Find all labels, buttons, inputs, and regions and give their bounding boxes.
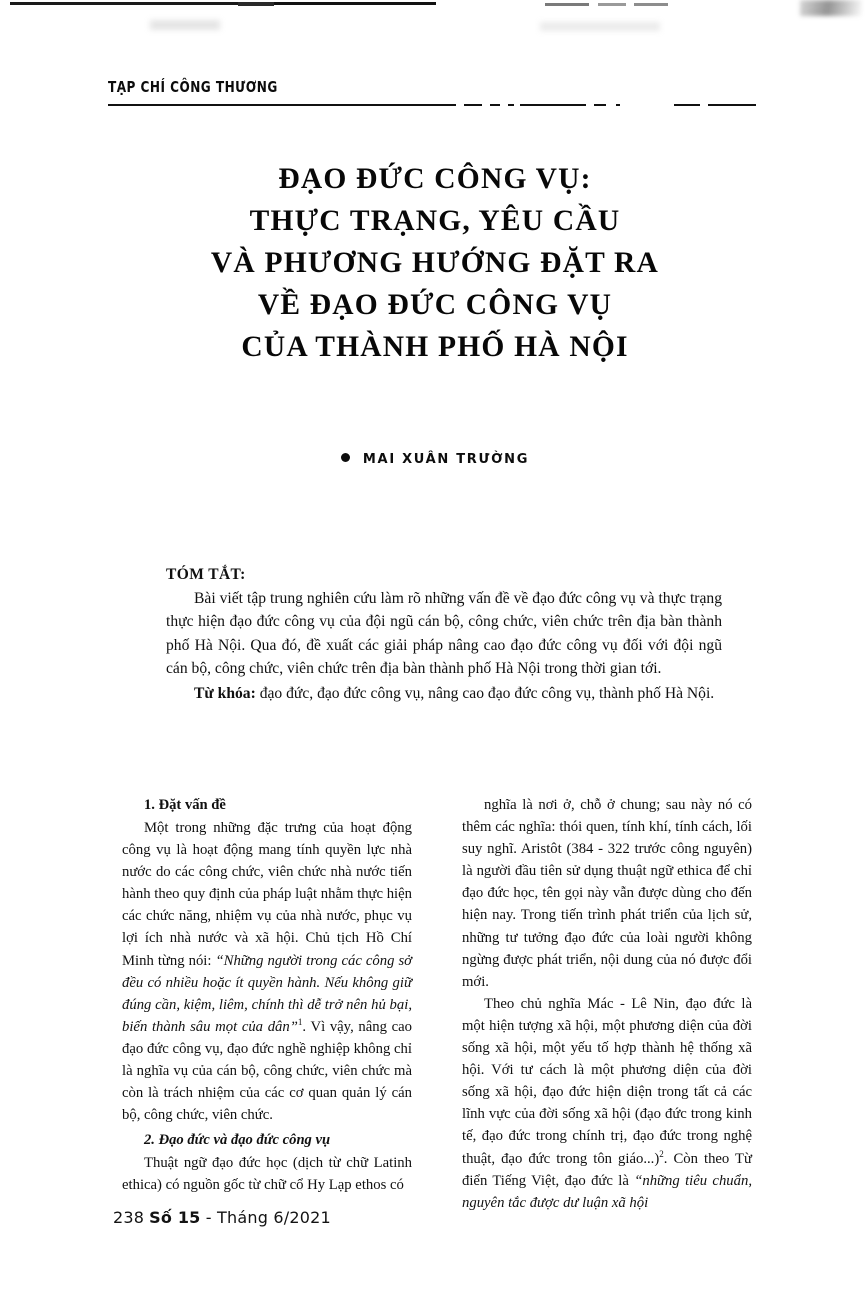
section-2-paragraph: Thuật ngữ đạo đức học (dịch từ chữ Latinh ethica) có nguồn gốc từ chữ cổ Hy Lạp ethos có — [122, 1155, 412, 1194]
dictionary-quote: “những tiêu chuẩn, nguyên tắc được dư luận xã hội — [462, 1172, 752, 1211]
title-line-3: VÀ PHƯƠNG HƯỚNG ĐẶT RA — [210, 247, 660, 279]
running-head — [108, 78, 808, 112]
bullet-icon — [341, 453, 350, 462]
right-paragraph-2 — [462, 993, 752, 1214]
issue-number: Số 15 — [149, 1208, 201, 1227]
section-1-paragraph — [122, 817, 412, 1126]
paragraph-text: Một trong những đặc trưng của hoạt động công vụ là hoạt động mang tính quyền lực nhà nước do các công chức, viên chức nhà nước tiến hành theo quy định của pháp luật nhằm thực hiện các chức năng, nhiệm vụ của nhà nước, phục vụ lợi ích nhà nước và xã hội. Chủ tịch Hồ Chí Minh từng nói: — [122, 820, 412, 969]
section-2-heading: 2. Đạo đức và đạo đức công vụ — [144, 1132, 331, 1149]
author-byline — [140, 450, 730, 468]
keywords-text: đạo đức, đạo đức công vụ, nâng cao đạo đức công vụ, thành phố Hà Nội. — [255, 685, 715, 703]
scan-streak — [238, 2, 274, 6]
scan-smudge — [800, 0, 862, 16]
issue-date: - Tháng 6/2021 — [205, 1208, 331, 1227]
scan-smudge — [150, 20, 220, 30]
title-line-2: THỰC TRẠNG, YÊU CẦU — [249, 205, 621, 237]
page-footer — [113, 1208, 331, 1227]
column-right — [462, 794, 752, 1214]
footnote-marker-1: 1 — [297, 1016, 303, 1027]
abstract-body: Bài viết tập trung nghiên cứu làm rõ những vấn đề về đạo đức công vụ và thực trạng thực hiện đạo đức công vụ của đội ngũ cán bộ, công chức, viên chức trên địa bàn thành phố Hà Nội. Qua đó, đề xuất các giải pháp nâng cao đạo đức công vụ đối với đội ngũ cán bộ, công chức, viên chức trên địa bàn thành phố Hà Nội trong thời gian tới. — [166, 590, 722, 677]
header-rule — [108, 104, 758, 106]
running-head-text: TẠP CHÍ CÔNG THƯƠNG — [108, 78, 278, 96]
section-1-heading: 1. Đặt vấn đề — [144, 797, 226, 813]
scan-streak — [10, 2, 238, 5]
article-title — [140, 158, 730, 368]
title-line-4: VỀ ĐẠO ĐỨC CÔNG VỤ — [257, 289, 613, 321]
scan-smudge — [540, 22, 660, 31]
body-columns — [122, 794, 752, 1211]
ho-chi-minh-quote: “Những người trong các công sở đều có nhiều hoặc ít quyền hành. Nếu không giữ đúng cần, kiệm, liêm, chính thì dễ trở nên hủ bại, biến thành sâu mọt của dân” — [122, 952, 412, 1035]
scan-streak — [274, 2, 436, 5]
title-line-5: CỦA THÀNH PHỐ HÀ NỘI — [241, 331, 629, 363]
column-left — [122, 794, 412, 1197]
keywords-line — [166, 682, 722, 705]
paragraph-text-cont: . Còn theo Từ điển Tiếng Việt, đạo đức là — [462, 1150, 752, 1189]
author-name: MAI XUÂN TRƯỜNG — [362, 452, 530, 467]
footnote-marker-2: 2 — [659, 1148, 664, 1159]
keywords-label: Từ khóa: — [194, 685, 256, 703]
scan-artifact-top-edge — [0, 0, 865, 14]
page-number: 238 — [113, 1208, 145, 1227]
paragraph-text: Theo chủ nghĩa Mác - Lê Nin, đạo đức là một hiện tượng xã hội, một phương diện của đời sống xã hội, một yếu tố hợp thành hệ thống xã hội. Với tư cách là một phương diện của đời sống xã hội, đạo đức hiện diện trong tất cả các lĩnh vực của đời sống xã hội (đạo đức trong kinh tế, đạo đức trong chính trị, đạo đức trong nghệ thuật, đạo đức trong tôn giáo...) — [462, 995, 752, 1167]
paragraph-text-cont: . Vì vậy, nâng cao đạo đức công vụ, đạo đức nghề nghiệp không chỉ là nghĩa vụ của cán bộ, công chức, viên chức mà còn là trách nhiệm của các cơ quan quản lý cán bộ, công chức, viên chức. — [122, 1018, 413, 1124]
right-paragraph-1: nghĩa là nơi ở, chỗ ở chung; sau này nó có thêm các nghĩa: thói quen, tính khí, tính cách, lối suy nghĩ. Aristôt (384 - 322 trước công nguyên) là người đầu tiên sử dụng thuật ngữ ethica để chỉ đạo đức học, tên gọi này vẫn được dùng cho đến hiện nay. Trong tiến trình phát triển của lịch sử, những tư tưởng đạo đức của loài người không ngừng được phát triển, nội dung của nó được đổi mới. — [462, 797, 752, 990]
scan-streak — [545, 3, 589, 6]
title-line-1: ĐẠO ĐỨC CÔNG VỤ: — [278, 163, 592, 195]
abstract-section — [166, 566, 722, 705]
scan-streak — [634, 3, 668, 6]
scan-streak — [598, 3, 626, 6]
abstract-heading: TÓM TẮT: — [166, 566, 246, 583]
